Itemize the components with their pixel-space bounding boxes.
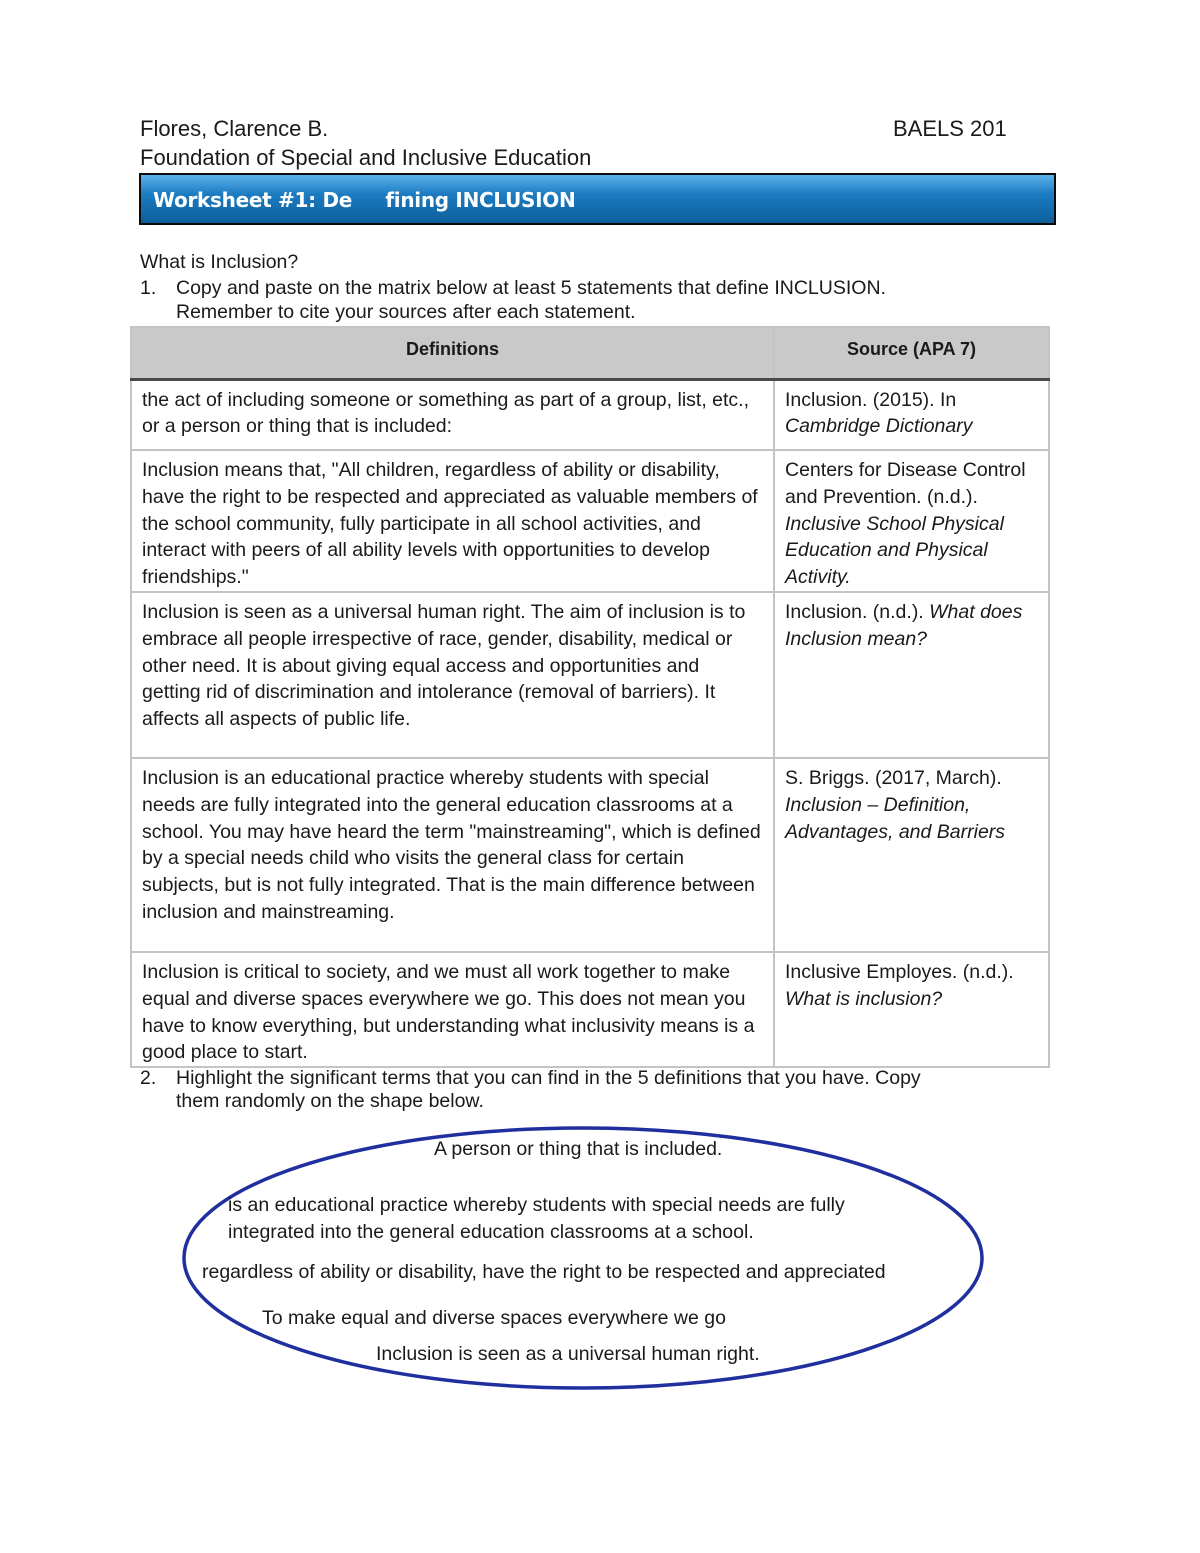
source-title: Inclusive School Physical Education and Physical Activity. (785, 512, 1004, 589)
definition-cell: the act of including someone or something as part of a group, list, etc., or a person or thing that is included: (131, 379, 774, 450)
item2-instruction-line2: them randomly on the shape below. (176, 1090, 484, 1112)
oval-term: regardless of ability or disability, have the right to be respected and appreciated (202, 1261, 886, 1283)
course-code: BAELS 201 (893, 116, 1007, 141)
definition-cell: Inclusion means that, "All children, regardless of ability or disability, have the right to be respected and appreciated as valuable members of the school community, fully participate in all school activities, and interact with peers of all ability levels with opportunities to develop friendships." (131, 450, 774, 592)
item1-instruction-line1: Copy and paste on the matrix below at least 5 statements that define INCLUSION. (176, 277, 886, 299)
definition-cell: Inclusion is critical to society, and we must all work together to make equal and diverse spaces everywhere we go. This does not mean you have to know everything, but understanding what inclusivity means is a good place to start. (131, 952, 774, 1067)
source-title: What does Inclusion mean? (785, 600, 1023, 650)
item2-number: 2. (140, 1067, 157, 1089)
source-text: S. Briggs. (2017, March). (785, 766, 1002, 789)
oval-term: A person or thing that is included. (434, 1138, 723, 1160)
oval-term: integrated into the general education classrooms at a school. (228, 1221, 754, 1243)
source-title: Cambridge Dictionary (785, 415, 973, 438)
worksheet-title: Worksheet #1: De fining INCLUSION (153, 188, 576, 212)
definition-cell: Inclusion is seen as a universal human right. The aim of inclusion is to embrace all people irrespective of race, gender, disability, medical or other need. It is about giving equal access and opportunities and getting rid of discrimination and intolerance (removal of barriers). It affects all aspects of public life. (131, 592, 774, 758)
source-text: Inclusive Employes. (n.d.). (785, 960, 1014, 983)
header-definitions: Definitions (131, 327, 774, 379)
item1-number: 1. (140, 277, 157, 299)
definition-cell: Inclusion is an educational practice whereby students with special needs are fully integrated into the general education classrooms at a school. You may have heard the term "mainstreaming", which is defined by a special needs child who visits the general class for certain subjects, but is not fully integrated. That is the main difference between inclusion and mainstreaming. (131, 758, 774, 952)
oval-term: Inclusion is seen as a universal human right. (376, 1343, 760, 1365)
source-text: Inclusion. (2015). In (785, 388, 957, 411)
question-heading: What is Inclusion? (140, 251, 299, 273)
course-title: Foundation of Special and Inclusive Education (140, 145, 592, 170)
source-text: Centers for Disease Control and Prevention. (n.d.). (785, 459, 1026, 508)
item1-instruction-line2: Remember to cite your sources after each statement. (176, 301, 636, 323)
item2-instruction-line1: Highlight the significant terms that you can find in the 5 definitions that you have. Copy (176, 1067, 921, 1089)
source-text: Inclusion. (n.d.). (785, 600, 924, 623)
source-title: What is inclusion? (785, 987, 943, 1010)
oval-term: To make equal and diverse spaces everywhere we go (262, 1307, 726, 1329)
header-source: Source (APA 7) (774, 327, 1049, 379)
source-title: Inclusion – Definition, Advantages, and Barriers (785, 793, 1006, 843)
student-name: Flores, Clarence B. (140, 116, 329, 141)
oval-term: is an educational practice whereby students with special needs are fully (228, 1194, 845, 1216)
